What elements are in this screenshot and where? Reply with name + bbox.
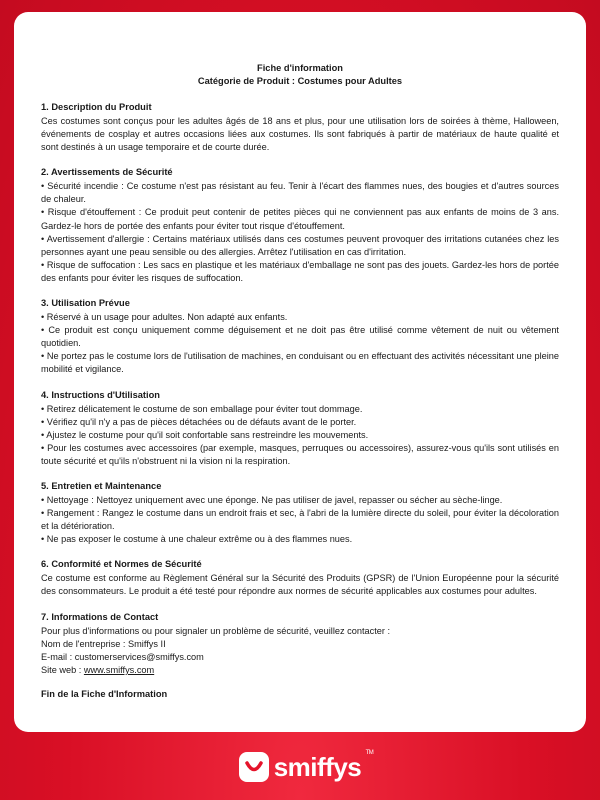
list-item: • Réservé à un usage pour adultes. Non adapté aux enfants.	[41, 311, 559, 324]
list-item: • Pour les costumes avec accessoires (par exemple, masques, perruques ou accessoires), assurez-vous qu'ils sont utilisés en toute sécurité et qu'ils n'obstruent ni la vision ni la respiration.	[41, 442, 559, 468]
section-heading: 7. Informations de Contact	[41, 611, 159, 622]
section-heading: 4. Instructions d'Utilisation	[41, 389, 160, 400]
list-item: • Nettoyage : Nettoyez uniquement avec une éponge. Ne pas utiliser de javel, repasser ou sécher au sèche-linge.	[41, 494, 559, 507]
website-label: Site web :	[41, 664, 84, 675]
list-item: • Risque d'étouffement : Ce produit peut contenir de petites pièces qui ne conviennent pas aux enfants de moins de 3 ans. Gardez-le hors de portée des enfants pour éviter tout risque d'étouffement.	[41, 206, 559, 232]
document-title: Fiche d'information	[257, 63, 343, 73]
section-text: Ces costumes sont conçus pour les adultes âgés de 18 ans et plus, pour une utilisation lors de soirées à thème, Halloween, événements de cosplay et autres occasions liées aux costumes. Ils sont fabriqués à partir de matériaux de haute qualité et sont destinés à un usage temporaire et de courte durée.	[41, 116, 559, 153]
smile-logo-icon	[239, 752, 269, 782]
brand-logo	[0, 742, 600, 792]
document-subtitle: Catégorie de Produit : Costumes pour Adultes	[197, 76, 403, 86]
list-item: • Avertissement d'allergie : Certains matériaux utilisés dans ces costumes peuvent provoquer des irritations cutanées chez les personnes ayant une peau sensible ou des allergies. Arrêtez l'utilisation en cas d'irritation.	[41, 233, 559, 259]
section-maintenance	[41, 480, 559, 546]
list-item: • Retirez délicatement le costume de son emballage pour éviter tout dommage.	[41, 403, 559, 416]
document-end: Fin de la Fiche d'Information	[41, 688, 168, 699]
section-contact	[41, 611, 559, 677]
section-description	[41, 101, 559, 154]
list-item: • Ce produit est conçu uniquement comme déguisement et ne doit pas être utilisé comme vêtement de nuit ou vêtement quotidien.	[41, 324, 559, 350]
section-safety-warnings	[41, 166, 559, 285]
list-item: • Risque de suffocation : Les sacs en plastique et les matériaux d'emballage ne sont pas des jouets. Gardez-les hors de portée des enfants pour éviter les risques de suffocation.	[41, 259, 559, 285]
list-item: • Rangement : Rangez le costume dans un endroit frais et sec, à l'abri de la lumière directe du soleil, pour éviter la décoloration et la détérioration.	[41, 507, 559, 533]
contact-website	[41, 664, 559, 677]
list-item: • Ne pas exposer le costume à une chaleur extrême ou à des flammes nues.	[41, 533, 559, 546]
list-item: • Sécurité incendie : Ce costume n'est pas résistant au feu. Tenir à l'écart des flammes nues, des bougies et d'autres sources de chaleur.	[41, 180, 559, 206]
section-text: Ce costume est conforme au Règlement Général sur la Sécurité des Produits (GPSR) de l'Union Européenne pour la sécurité des consommateurs. Le produit a été testé pour répondre aux normes de sécurité applicables aux costumes pour adultes.	[41, 573, 559, 597]
website-link[interactable]: www.smiffys.com	[83, 664, 155, 675]
list-item: • Ajustez le costume pour qu'il soit confortable sans restreindre les mouvements.	[41, 429, 559, 442]
section-instructions	[41, 389, 559, 468]
section-heading: 6. Conformité et Normes de Sécurité	[41, 559, 202, 570]
contact-intro: Pour plus d'informations ou pour signaler un problème de sécurité, veuillez contacter :	[41, 625, 391, 636]
section-intended-use	[41, 297, 559, 376]
contact-email: E-mail : customerservices@smiffys.com	[41, 651, 204, 662]
document-title-block	[41, 62, 559, 88]
section-heading: 2. Avertissements de Sécurité	[41, 167, 173, 178]
document-card	[14, 12, 586, 732]
contact-company: Nom de l'entreprise : Smiffys II	[41, 638, 166, 649]
trademark-mark: TM	[365, 749, 374, 756]
section-compliance	[41, 558, 559, 598]
list-item: • Vérifiez qu'il n'y a pas de pièces détachées ou de défauts avant de le porter.	[41, 416, 559, 429]
logo-wordmark: smiffys	[273, 751, 362, 782]
section-heading: 1. Description du Produit	[41, 102, 152, 112]
list-item: • Ne portez pas le costume lors de l'utilisation de machines, en conduisant ou en effectuant des activités nécessitant une pleine mobilité et vigilance.	[41, 350, 559, 376]
section-heading: 3. Utilisation Prévue	[41, 298, 130, 309]
section-heading: 5. Entretien et Maintenance	[41, 480, 162, 491]
